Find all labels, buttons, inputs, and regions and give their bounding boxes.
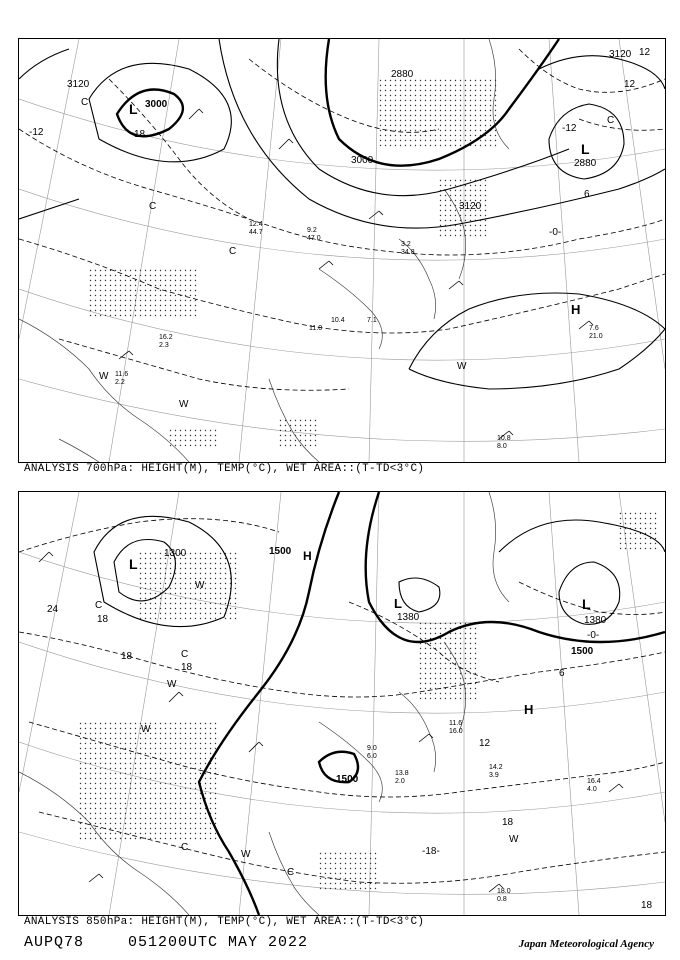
isotherms: [19, 49, 665, 390]
station-value: 3.9: [489, 772, 499, 779]
region-marks: [81, 97, 614, 410]
station-value: 10.4: [331, 317, 345, 324]
caption-850hpa: ANALYSIS 850hPa: HEIGHT(M), TEMP(°C), WET AREA::(T-TD<3°C): [24, 916, 425, 928]
contour-labels: [67, 49, 632, 212]
station-value: 8.0: [497, 443, 507, 450]
low-center: L: [394, 596, 402, 611]
contour-label: 2880: [391, 69, 414, 80]
caption-700hpa: ANALYSIS 700hPa: HEIGHT(M), TEMP(°C), WET AREA::(T-TD<3°C): [24, 463, 425, 475]
isotherm-label: 12: [639, 47, 651, 58]
height-contours: [19, 39, 665, 389]
wet-area: [79, 512, 659, 892]
station-value: 7.6: [589, 325, 599, 332]
station-value: 16.4: [587, 778, 601, 785]
isotherm-label: -0-: [587, 630, 600, 641]
station-value: 47.0: [307, 235, 321, 242]
station-value: 0.8: [497, 896, 507, 903]
station-value: 44.7: [249, 229, 263, 236]
station-value: 11.6: [449, 720, 463, 727]
contour-label: 1500: [336, 774, 359, 785]
isotherm-label: 12: [624, 79, 636, 90]
low-center: L: [581, 141, 590, 157]
warm-mark: W: [179, 399, 189, 410]
warm-mark: W: [99, 371, 109, 382]
isotherm-label: 18: [181, 662, 193, 673]
isotherm-label: -12: [562, 123, 577, 134]
isotherm-label: 6: [584, 189, 590, 200]
station-value: 11.0: [309, 325, 323, 332]
contour-label: 1300: [164, 548, 187, 559]
cold-mark: C: [229, 246, 237, 257]
station-value: 3.2: [401, 241, 411, 248]
high-center: H: [303, 549, 312, 563]
contour-label: 1380: [397, 612, 420, 623]
warm-mark: W: [195, 580, 205, 591]
station-value: 6.0: [367, 753, 377, 760]
isotherm-label: 18: [134, 129, 146, 140]
station-value: 16.0: [449, 728, 463, 735]
station-value: 12.4: [249, 221, 263, 228]
isotherm-labels: [29, 47, 651, 238]
warm-mark: W: [241, 849, 251, 860]
cold-mark: C: [287, 867, 295, 878]
cold-mark: C: [607, 115, 615, 126]
isotherm-label: -12: [29, 127, 44, 138]
isotherm-label: 18: [641, 900, 653, 911]
isotherm-label: -18-: [422, 846, 440, 857]
contour-label: 3120: [609, 49, 632, 60]
bulletin-code: AUPQ78: [24, 934, 85, 951]
station-value: 2.0: [395, 778, 405, 785]
station-value: 13.8: [395, 770, 409, 777]
warm-mark: W: [457, 361, 467, 372]
graticule: [19, 492, 665, 915]
map-850hpa: [19, 492, 665, 915]
cold-mark: C: [81, 97, 89, 108]
station-value: 18.0: [497, 888, 511, 895]
station-value: 21.0: [589, 333, 603, 340]
graticule: [19, 39, 665, 462]
high-center: H: [571, 302, 581, 317]
station-value: 16.2: [159, 334, 173, 341]
contour-label: 1380: [584, 615, 607, 626]
chart-850hpa: [18, 491, 666, 916]
station-value: 4.0: [587, 786, 597, 793]
station-value: 11.6: [115, 371, 129, 378]
contour-label: 3120: [67, 79, 90, 90]
station-value: 14.2: [489, 764, 503, 771]
map-700hpa: [19, 39, 665, 462]
analysis-time: 051200UTC MAY 2022: [128, 934, 309, 951]
low-center: L: [129, 101, 138, 117]
isotherm-label: -0-: [549, 227, 562, 238]
isotherm-label: 18: [121, 651, 133, 662]
cold-mark: C: [149, 201, 157, 212]
high-center: H: [524, 702, 534, 717]
contour-label: 3000: [351, 155, 374, 166]
low-center: L: [129, 556, 138, 572]
isotherm-label: 18: [97, 614, 109, 625]
chart-700hpa: [18, 38, 666, 463]
station-value: 2.2: [115, 379, 125, 386]
station-value: 2.3: [159, 342, 169, 349]
station-value: 7.1: [367, 317, 377, 324]
station-value: 9.0: [367, 745, 377, 752]
isotherm-label: 12: [479, 738, 491, 749]
cold-mark: C: [181, 649, 189, 660]
station-plots: [115, 221, 603, 450]
isotherm-label: 24: [47, 604, 59, 615]
contour-label: 2880: [574, 158, 597, 169]
contour-label: 3120: [459, 201, 482, 212]
warm-mark: W: [141, 724, 151, 735]
agency-name: Japan Meteorological Agency: [518, 938, 654, 950]
cold-mark: C: [181, 842, 189, 853]
station-value: 10.8: [497, 435, 511, 442]
contour-label: 1500: [571, 646, 594, 657]
isotherm-label: 6: [559, 668, 565, 679]
cold-mark: C: [95, 600, 103, 611]
warm-mark: W: [509, 834, 519, 845]
station-value: 34.8: [401, 249, 415, 256]
warm-mark: W: [167, 679, 177, 690]
station-value: 9.2: [307, 227, 317, 234]
contour-label: 3000: [145, 99, 168, 110]
isotherm-label: 18: [502, 817, 514, 828]
contour-label: 1500: [269, 546, 292, 557]
low-center: L: [582, 596, 591, 612]
